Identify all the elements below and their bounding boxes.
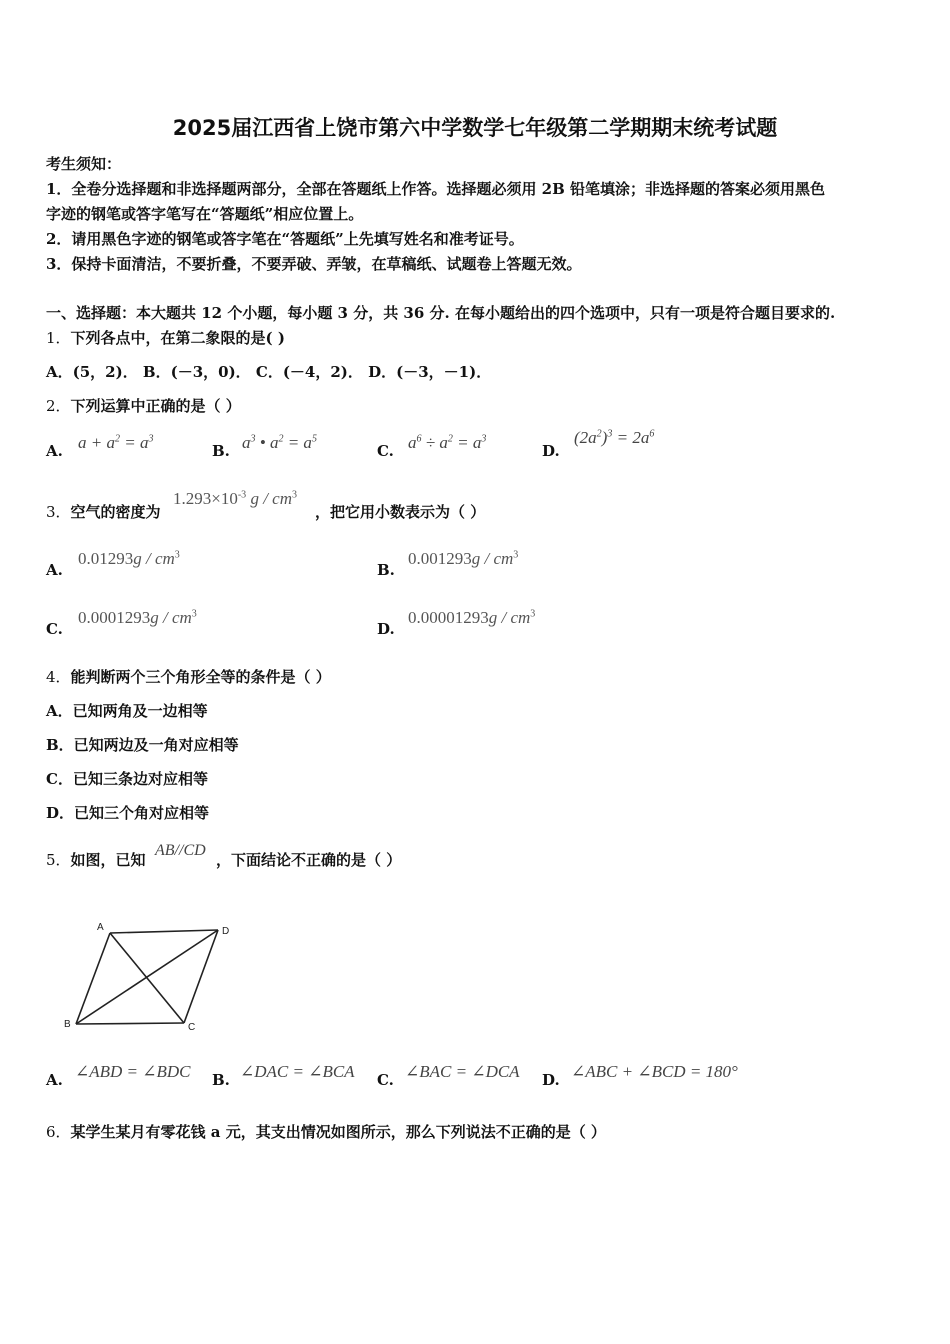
q5-option-a-label: A. bbox=[46, 1071, 63, 1089]
q3-option-b-value: $0.001293g / cm^3$ bbox=[408, 549, 519, 568]
edge-ab bbox=[76, 933, 110, 1024]
q3-d-number: 0.00001293 bbox=[408, 608, 489, 627]
q3-a-number: 0.01293 bbox=[78, 549, 134, 568]
page-title: 2025届江西省上饶市第六中学数学七年级第二学期期末统考试题 bbox=[172, 116, 778, 140]
notice-line-2: 2．请用黑色字迹的钢笔或答字笔在“答题纸”上先填写姓名和准考证号。 bbox=[46, 230, 524, 248]
q2-option-c-label: C. bbox=[377, 442, 394, 460]
q3-option-c-label: C. bbox=[46, 620, 63, 638]
q2-option-b-formula: $a^3$ • $a^2 = a^5$ bbox=[242, 433, 317, 452]
question-5 bbox=[46, 849, 146, 870]
q5-option-c-formula: ∠BAC = ∠DCA bbox=[405, 1062, 520, 1081]
q3-option-c-value: $0.0001293g / cm^3$ bbox=[78, 608, 197, 627]
q3-option-b-label: B. bbox=[377, 561, 395, 579]
q5-given-formula: AB//CD bbox=[155, 842, 206, 859]
q4-option-d: D．已知三个角对应相等 bbox=[46, 804, 210, 822]
q2-option-b-label: B. bbox=[212, 442, 230, 460]
q4-option-c: C．已知三条边对应相等 bbox=[46, 770, 208, 788]
question-number: 3． bbox=[46, 503, 71, 521]
diagonal-bd bbox=[76, 930, 218, 1024]
q5-option-d-label: D. bbox=[542, 1071, 560, 1089]
q3-c-unit: g / cm bbox=[150, 608, 192, 627]
q5-option-b-formula: ∠DAC = ∠BCA bbox=[240, 1062, 355, 1081]
question-1 bbox=[46, 327, 285, 348]
q3-option-d-value: $0.00001293g / cm^3$ bbox=[408, 608, 536, 627]
q5-option-d-formula: ∠ABC + ∠BCD = 180° bbox=[571, 1062, 738, 1081]
question-text: 下列运算中正确的是（ ） bbox=[70, 397, 241, 415]
notice-line-1a: 1．全卷分选择题和非选择题两部分，全部在答题纸上作答。选择题必须用 2B 铅笔填涂；非选择题的答案必须用黑色 bbox=[46, 180, 826, 198]
q2-option-a-formula: $a + a^2 = a^3$ bbox=[78, 433, 154, 452]
question-number: 1． bbox=[46, 329, 71, 347]
q3-b-unit: g / cm bbox=[471, 549, 514, 568]
parallelogram-figure bbox=[60, 918, 240, 1034]
q1-options: A．(5，2)． B．(－3，0)． C．(－4，2)． D．(－3，－1)． bbox=[46, 363, 492, 381]
section-heading: 一、选择题：本大题共 12 个小题，每小题 3 分，共 36 分. 在每小题给出的四个选项中，只有一项是符合题目要求的. bbox=[46, 304, 836, 322]
vertex-label-c: C bbox=[188, 1022, 196, 1033]
question-text: 下列各点中，在第二象限的是( ) bbox=[70, 329, 285, 347]
vertex-label-d: D bbox=[222, 926, 230, 937]
question-number: 4． bbox=[46, 668, 71, 686]
diagonal-ac bbox=[110, 933, 184, 1023]
q3-b-number: 0.001293 bbox=[408, 549, 472, 568]
question-text-pre: 如图，已知 bbox=[70, 851, 146, 869]
q2-option-a-label: A. bbox=[46, 442, 63, 460]
question-3 bbox=[46, 501, 161, 522]
q3-option-a-label: A. bbox=[46, 561, 63, 579]
question-text: 能判断两个三个角形全等的条件是（ ） bbox=[70, 668, 331, 686]
q2-option-c-formula: $a^6 \div a^2 = a^3$ bbox=[408, 433, 487, 452]
vertex-label-b: B bbox=[64, 1019, 71, 1030]
q2-option-d-formula: $(2a^2)^3 = 2a^6$ bbox=[574, 428, 655, 447]
q3-option-d-label: D. bbox=[377, 620, 395, 638]
q5-option-b-label: B. bbox=[212, 1071, 230, 1089]
question-text-post: ，下面结论不正确的是（ ） bbox=[216, 851, 402, 869]
q5-option-a-formula: ∠ABD = ∠BDC bbox=[75, 1062, 191, 1081]
question-text-pre: 空气的密度为 bbox=[70, 503, 161, 521]
question-text: 某学生某月有零花钱 a 元，其支出情况如图所示，那么下列说法不正确的是（ ） bbox=[70, 1123, 606, 1141]
notice-line-3: 3．保持卡面清洁，不要折叠，不要弄破、弄皱，在草稿纸、试题卷上答题无效。 bbox=[46, 255, 582, 273]
question-number: 6． bbox=[46, 1123, 71, 1141]
q3-density-formula: $1.293\times 10^{-3}$ g / $cm^3$ bbox=[173, 489, 297, 508]
q3-a-unit: g / cm bbox=[133, 549, 175, 568]
notice-heading: 考生须知： bbox=[46, 155, 122, 173]
edge-ad bbox=[110, 930, 218, 933]
question-2 bbox=[46, 395, 241, 416]
question-text-post: ，把它用小数表示为（ ） bbox=[315, 503, 486, 521]
q5-option-c-label: C. bbox=[377, 1071, 394, 1089]
q2-option-d-label: D. bbox=[542, 442, 560, 460]
q3-option-a-value: $0.01293g / cm^3$ bbox=[78, 549, 180, 568]
edge-bc bbox=[76, 1023, 184, 1024]
notice-line-1b: 字迹的钢笔或答字笔写在“答题纸”相应位置上。 bbox=[46, 205, 364, 223]
question-number: 2． bbox=[46, 397, 71, 415]
question-6 bbox=[46, 1121, 606, 1142]
q3-c-number: 0.0001293 bbox=[78, 608, 151, 627]
question-number: 5． bbox=[46, 851, 71, 869]
q4-option-b: B．已知两边及一角对应相等 bbox=[46, 736, 239, 754]
vertex-label-a: A bbox=[97, 922, 104, 933]
q3-d-unit: g / cm bbox=[488, 608, 531, 627]
q4-option-a: A．已知两角及一边相等 bbox=[46, 702, 208, 720]
question-4 bbox=[46, 666, 331, 687]
edge-dc bbox=[184, 930, 218, 1023]
